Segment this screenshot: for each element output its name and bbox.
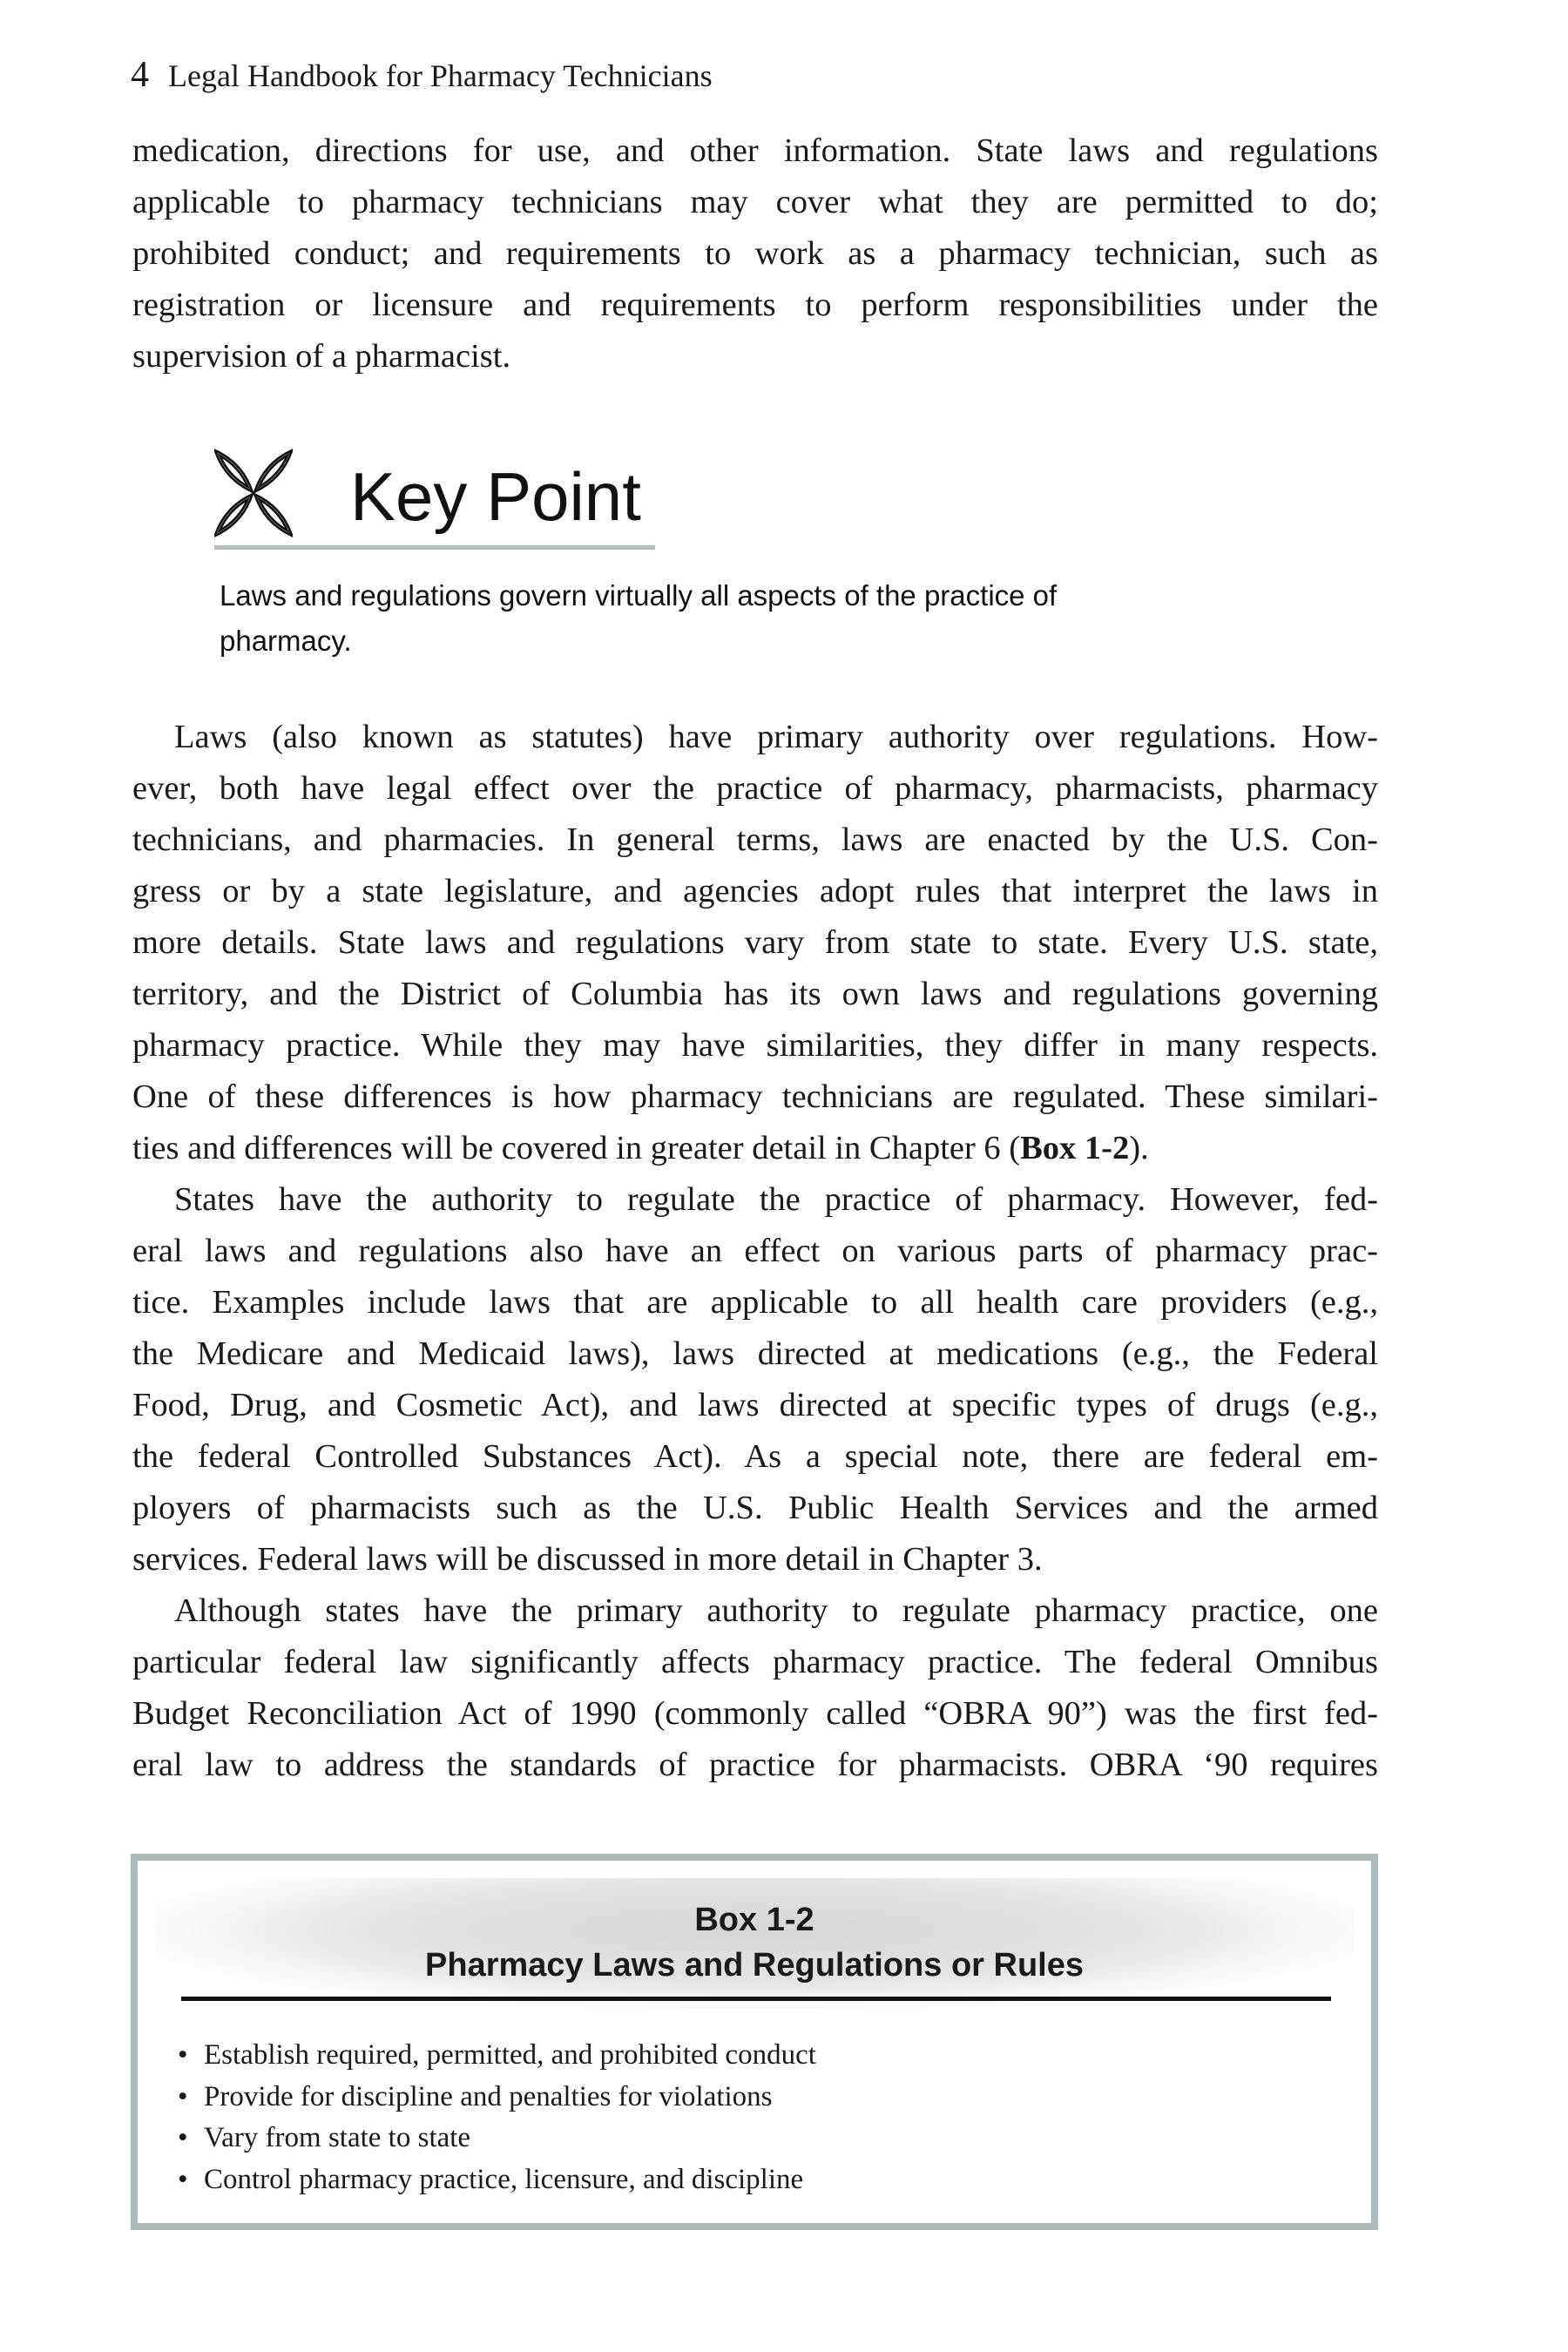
list-item <box>178 2077 816 2119</box>
text-line: ployers of pharmacists such as the U.S. Public Health Services and the armed <box>132 1490 1378 1526</box>
text-line: Food, Drug, and Cosmetic Act), and laws directed at specific types of drugs (e.g., <box>132 1387 1378 1423</box>
box-list <box>178 2035 816 2200</box>
list-item-text: Control pharmacy practice, licensure, and discipline <box>204 2163 804 2195</box>
text-line: the federal Controlled Substances Act). As a special note, there are federal em- <box>132 1438 1378 1475</box>
text-line: pharmacy. <box>220 625 352 657</box>
bullet-icon: • <box>178 2122 188 2153</box>
bullet-icon: • <box>178 2163 188 2195</box>
list-item-text: Provide for discipline and penalties for violations <box>204 2080 773 2112</box>
text-span: ). <box>1129 1130 1149 1166</box>
text-line: gress or by a state legislature, and agencies adopt rules that interpret the laws in <box>132 873 1378 909</box>
bullet-icon: • <box>178 2039 188 2071</box>
box-title: Pharmacy Laws and Regulations or Rules <box>425 1947 1084 1984</box>
list-item-text: Vary from state to state <box>204 2122 471 2153</box>
text-span: ties and differences will be covered in greater detail in Chapter 6 ( <box>132 1130 1021 1166</box>
box-divider <box>181 1997 1331 2001</box>
paragraph-1 <box>132 125 1378 382</box>
text-line: Laws and regulations govern virtually all aspects of the practice of <box>220 579 1058 612</box>
key-point-divider <box>214 545 655 550</box>
list-item <box>178 2035 816 2077</box>
key-point-body <box>220 573 1265 664</box>
book-title: Legal Handbook for Pharmacy Technicians <box>168 58 713 93</box>
list-item <box>178 2118 816 2159</box>
bullet-icon: • <box>178 2080 188 2112</box>
text-line: technicians, and pharmacies. In general terms, laws are enacted by the U.S. Con- <box>132 821 1378 858</box>
text-line: medication, directions for use, and other information. State laws and regulations <box>132 132 1378 169</box>
text-line: Laws (also known as statutes) have primary authority over regulations. How- <box>174 719 1378 755</box>
box-label: Box 1-2 <box>694 1902 814 1938</box>
text-line: services. Federal laws will be discussed in more detail in Chapter 3. <box>132 1541 1043 1578</box>
text-line: more details. State laws and regulations vary from state to state. Every U.S. state, <box>132 924 1378 961</box>
page-number: 4 <box>131 55 149 95</box>
text-line: applicable to pharmacy technicians may cover what they are permitted to do; <box>132 184 1378 220</box>
key-point-heading: Key Point <box>350 458 641 535</box>
box-1-2 <box>131 1854 1378 2230</box>
paragraph-2 <box>132 712 1378 1174</box>
text-line <box>132 1123 1378 1174</box>
text-line: territory, and the District of Columbia has its own laws and regulations governing <box>132 976 1378 1012</box>
box-reference-link[interactable]: Box 1-2 <box>1020 1130 1130 1166</box>
text-line: One of these differences is how pharmacy technicians are regulated. These similari- <box>132 1078 1378 1115</box>
text-line: pharmacy practice. While they may have similarities, they differ in many respects. <box>132 1027 1378 1064</box>
paragraph-4 <box>132 1585 1378 1791</box>
text-line: eral laws and regulations also have an effect on various parts of pharmacy prac- <box>132 1233 1378 1269</box>
box-heading <box>138 1897 1371 1988</box>
text-line: States have the authority to regulate the practice of pharmacy. However, fed- <box>174 1181 1378 1218</box>
paragraph-3 <box>132 1174 1378 1585</box>
list-item-text: Establish required, permitted, and prohibited conduct <box>204 2039 816 2071</box>
text-line: Budget Reconciliation Act of 1990 (commonly called “OBRA 90”) was the first fed- <box>132 1695 1378 1732</box>
text-line: registration or licensure and requirements to perform responsibilities under the <box>132 287 1378 323</box>
text-line: supervision of a pharmacist. <box>132 338 511 375</box>
four-leaf-ornament-icon <box>214 448 293 538</box>
text-line: tice. Examples include laws that are applicable to all health care providers (e.g., <box>132 1284 1378 1321</box>
text-line: the Medicare and Medicaid laws), laws directed at medications (e.g., the Federal <box>132 1335 1378 1372</box>
text-line: eral law to address the standards of practice for pharmacists. OBRA ‘90 requires <box>132 1747 1378 1783</box>
running-head <box>131 54 713 96</box>
text-line: Although states have the primary authority to regulate pharmacy practice, one <box>174 1592 1378 1629</box>
list-item <box>178 2159 816 2201</box>
text-line: particular federal law significantly affects pharmacy practice. The federal Omnibus <box>132 1644 1378 1680</box>
text-line: ever, both have legal effect over the practice of pharmacy, pharmacists, pharmacy <box>132 770 1378 807</box>
text-line: prohibited conduct; and requirements to work as a pharmacy technician, such as <box>132 235 1378 272</box>
